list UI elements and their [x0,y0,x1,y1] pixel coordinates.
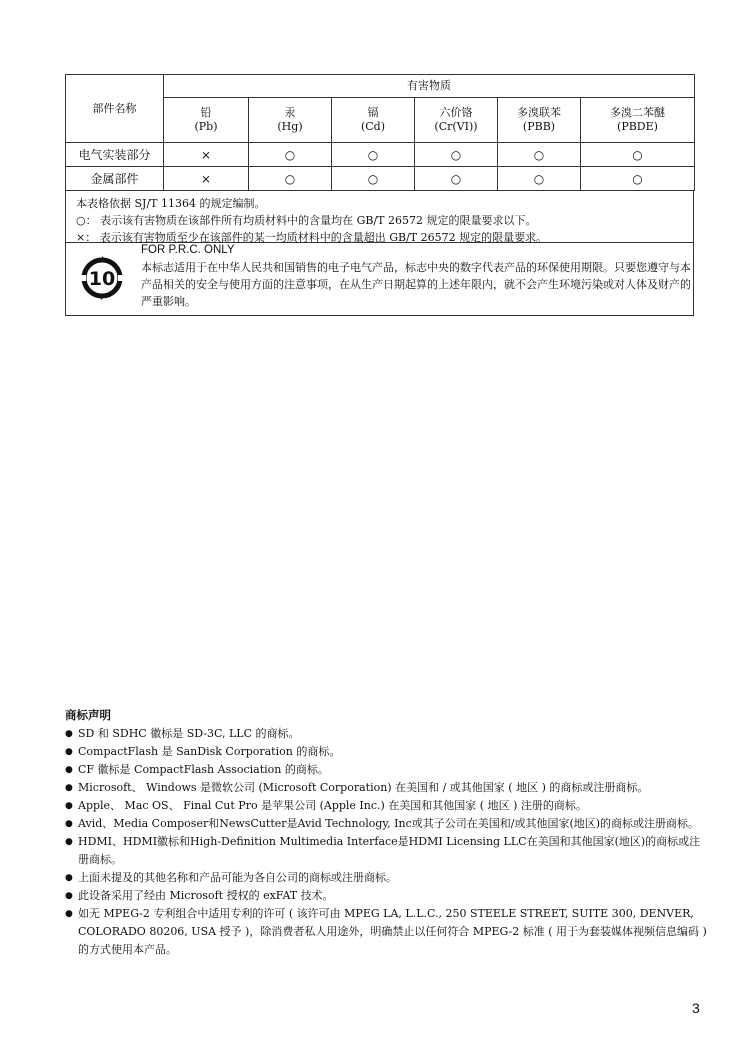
substance-header: 多溴联苯 (PBB) [498,98,581,143]
substance-value-cell: × [164,143,249,167]
bullet-icon: ● [65,801,73,811]
list-item: ● 如无 MPEG-2 专利组合中适用专利的许可 ( 该许可由 MPEG LA, L.L.C., 250 STEELE STREET, SUITE 300, DENVER, COLORADO 80206, USA 授予 )，除消费者私人用途外，明确禁止以任何符合 MPEG-2 标准 ( 用于为套装媒体视频信息编码 ) 的方式使用本产品。 [65,907,707,956]
bullet-icon: ● [65,891,73,901]
table-row [66,167,695,191]
list-item: ● 上面未提及的其他名称和产品可能为各自公司的商标或注册商标。 [65,869,707,887]
bullet-icon: ● [65,729,73,739]
substance-value-cell: ○ [498,143,581,167]
table-notes [65,191,694,243]
part-name-cell: 金属部件 [66,167,164,191]
rohs-table-section [65,74,694,316]
bullet-icon: ● [65,765,73,775]
table-header-row [66,75,695,98]
substance-value-cell: × [164,167,249,191]
substance-header: 镉 (Cd) [332,98,415,143]
bullet-icon: ● [65,819,73,829]
substance-value-cell: ○ [581,167,695,191]
note-line: 本表格依据 SJ/T 11364 的规定编制。 [76,197,266,210]
epup-notice [65,243,694,316]
epup-heading: FOR P.R.C. ONLY [141,244,235,256]
substance-header: 六价铬 (Cr(VI)) [415,98,498,143]
trademark-title: 商标声明 [65,708,111,722]
trademark-section [65,707,707,959]
note-line: ×： 表示该有害物质至少在该部件的某一均质材料中的含量超出 GB/T 26572 规定的限量要求。 [76,231,548,244]
part-name-header: 部件名称 [66,75,164,143]
epup-description: 本标志适用于在中华人民共和国销售的电子电气产品，标志中央的数字代表产品的环保使用期限。只要您遵守与本产品相关的安全与使用方面的注意事项，在从生产日期起算的上述年限内，就不会产生环境污染或对人体及财产的严重影响。 [141,261,691,308]
note-line: ○： 表示该有害物质在该部件所有均质材料中的含量均在 GB/T 26572 规定的限量要求以下。 [76,214,537,227]
list-item: ● CF 徽标是 CompactFlash Association 的商标。 [65,761,707,779]
substance-value-cell: ○ [249,167,332,191]
substance-value-cell: ○ [332,167,415,191]
substance-header: 多溴二苯醚 (PBDE) [581,98,695,143]
epup-10-logo-icon [78,254,126,302]
bullet-icon: ● [65,909,73,919]
substance-value-cell: ○ [581,143,695,167]
list-item: ● HDMI、HDMI徽标和High-Definition Multimedia Interface是HDMI Licensing LLC在美国和其他国家(地区)的商标或注册商标。 [65,835,701,866]
substance-value-cell: ○ [249,143,332,167]
list-item: ● Microsoft、 Windows 是微软公司 (Microsoft Corporation) 在美国和 / 或其他国家 ( 地区 ) 的商标或注册商标。 [65,779,707,797]
list-item: ● 此设备采用了经由 Microsoft 授权的 exFAT 技术。 [65,887,707,905]
substance-header: 铅 (Pb) [164,98,249,143]
bullet-icon: ● [65,783,73,793]
page-number: 3 [692,1000,700,1016]
substance-value-cell: ○ [498,167,581,191]
substance-value-cell: ○ [415,143,498,167]
substance-header: 汞 (Hg) [249,98,332,143]
hazardous-substances-header: 有害物质 [164,75,695,98]
rohs-table [65,74,695,191]
bullet-icon: ● [65,837,73,847]
list-item: ● Avid、Media Composer和NewsCutter是Avid Technology, Inc或其子公司在美国和/或其他国家(地区)的商标或注册商标。 [65,815,707,833]
trademark-list [65,725,707,959]
list-item: ● CompactFlash 是 SanDisk Corporation 的商标。 [65,743,707,761]
bullet-icon: ● [65,747,73,757]
table-row [66,143,695,167]
substance-value-cell: ○ [332,143,415,167]
list-item: ● Apple、 Mac OS、 Final Cut Pro 是苹果公司 (Apple Inc.) 在美国和其他国家 ( 地区 ) 注册的商标。 [65,797,707,815]
svg-text:10: 10 [88,268,116,290]
list-item: ● SD 和 SDHC 徽标是 SD-3C, LLC 的商标。 [65,725,707,743]
substance-value-cell: ○ [415,167,498,191]
bullet-icon: ● [65,873,73,883]
part-name-cell: 电气实装部分 [66,143,164,167]
